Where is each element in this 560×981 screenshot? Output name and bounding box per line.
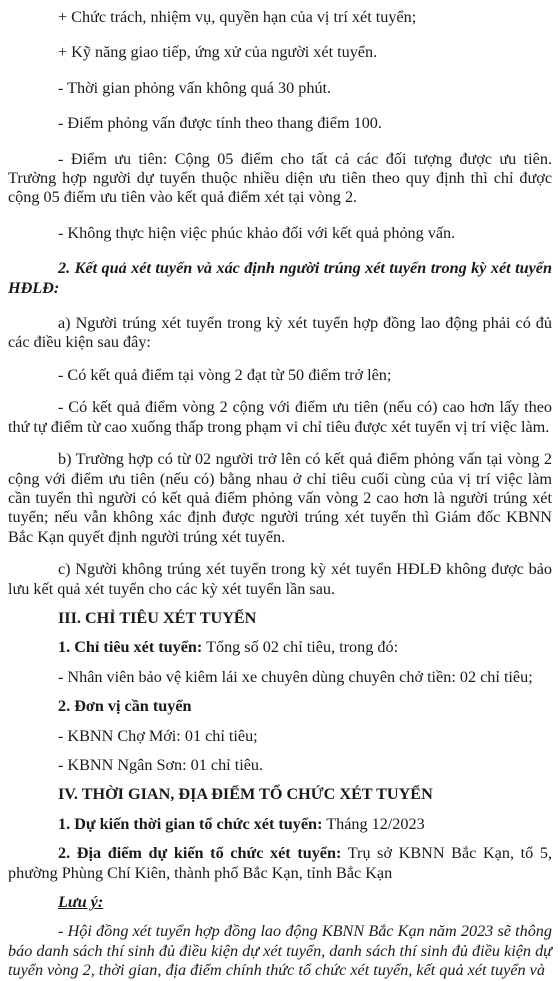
line-criteria-skills: + Kỹ năng giao tiếp, ứng xử của người xét tuyển. bbox=[58, 43, 378, 62]
quota-text: Tổng số 02 chỉ tiêu, trong đó: bbox=[202, 638, 399, 657]
section-2-title: 2. Kết quả xét tuyển và xác định người trúng xét tuyển trong kỳ xét tuyển HĐLĐ: bbox=[8, 259, 552, 297]
heading-units: 2. Đơn vị cần tuyển bbox=[58, 697, 192, 716]
line-quota-item: - Nhân viên bảo vệ kiêm lái xe chuyên dùng chuyên chở tiền: 02 chỉ tiêu; bbox=[58, 667, 533, 686]
heading-section-iv: IV. THỜI GIAN, ĐỊA ĐIỂM TỔ CHỨC XÉT TUYỂN bbox=[58, 785, 433, 804]
line-interview-time: - Thời gian phỏng vấn không quá 30 phút. bbox=[58, 78, 332, 97]
paragraph-a2: - Có kết quả điểm vòng 2 cộng với điểm ưu tiên (nếu có) cao hơn lấy theo thứ tự điểm từ cao xuống thấp trong phạm vi chỉ tiêu được xét tuyển vị trí việc làm. bbox=[8, 398, 552, 436]
schedule-label: 1. Dự kiến thời gian tổ chức xét tuyển: bbox=[58, 814, 323, 833]
heading-section-iii: III. CHỈ TIÊU XÉT TUYỂN bbox=[58, 608, 257, 627]
paragraph-b: b) Trường hợp có từ 02 người trở lên có kết quả điểm phỏng vấn tại vòng 2 cộng với điểm ưu tiên (nếu có) bằng nhau ở chỉ tiêu cuối cùng của vị trí việc làm cần tuyển thì người có kết quả điểm phỏng vấn vòng 2 cao hơn là người trúng xét tuyển; nếu vẫn không xác định được người trúng xét tuyển thì Giám đốc KBNN Bắc Kạn quyết định người trúng xét tuyển. bbox=[8, 450, 552, 546]
quota-label: 1. Chỉ tiêu xét tuyển: bbox=[58, 638, 203, 657]
line-quota bbox=[8, 638, 552, 657]
line-unit-ngan-son: - KBNN Ngân Sơn: 01 chỉ tiêu. bbox=[58, 755, 264, 774]
paragraph-a: a) Người trúng xét tuyển trong kỳ xét tuyển hợp đồng lao động phải có đủ các điều kiện sau đây: bbox=[8, 314, 552, 352]
line-interview-scale: - Điểm phỏng vấn được tính theo thang điểm 100. bbox=[58, 114, 382, 133]
note-label: Lưu ý: bbox=[58, 893, 104, 911]
line-criteria-duties: + Chức trách, nhiệm vụ, quyền hạn của vị trí xét tuyển; bbox=[58, 8, 417, 26]
line-unit-cho-moi: - KBNN Chợ Mới: 01 chỉ tiêu; bbox=[58, 726, 258, 745]
paragraph-c: c) Người không trúng xét tuyển trong kỳ xét tuyển HĐLĐ không được bảo lưu kết quả xét tuyển cho các kỳ xét tuyển lần sau. bbox=[8, 560, 552, 598]
paragraph-priority-points: - Điểm ưu tiên: Cộng 05 điểm cho tất cả các đối tượng được ưu tiên. Trường hợp người dự tuyển thuộc nhiều diện ưu tiên theo quy định thì chỉ được cộng 05 điểm ưu tiên vào kết quả điểm xét tại vòng 2. bbox=[8, 149, 552, 207]
paragraph-location bbox=[8, 844, 552, 883]
schedule-text: Tháng 12/2023 bbox=[322, 814, 425, 833]
location-label: 2. Địa điểm dự kiến tổ chức xét tuyển: bbox=[58, 844, 342, 863]
line-a1: - Có kết quả điểm tại vòng 2 đạt từ 50 điểm trở lên; bbox=[58, 365, 392, 384]
document-page bbox=[0, 8, 560, 980]
line-schedule bbox=[8, 815, 552, 834]
location-text: Trụ sở KBNN Bắc Kạn, tổ 5, phường Phùng Chí Kiên, thành phố Bắc Kạn, tỉnh Bắc Kạn bbox=[8, 844, 552, 882]
line-no-review: - Không thực hiện việc phúc khảo đối với kết quả phỏng vấn. bbox=[58, 223, 456, 242]
note-text: - Hội đồng xét tuyển hợp đồng lao động KBNN Bắc Kạn năm 2023 sẽ thông báo danh sách thí sinh đủ điều kiện dự xét tuyển, danh sách thí sinh đủ điều kiện dự tuyển vòng 2, thời gian, địa điểm chính thức tổ chức xét tuyển, kết quả xét tuyển và bbox=[8, 922, 552, 980]
